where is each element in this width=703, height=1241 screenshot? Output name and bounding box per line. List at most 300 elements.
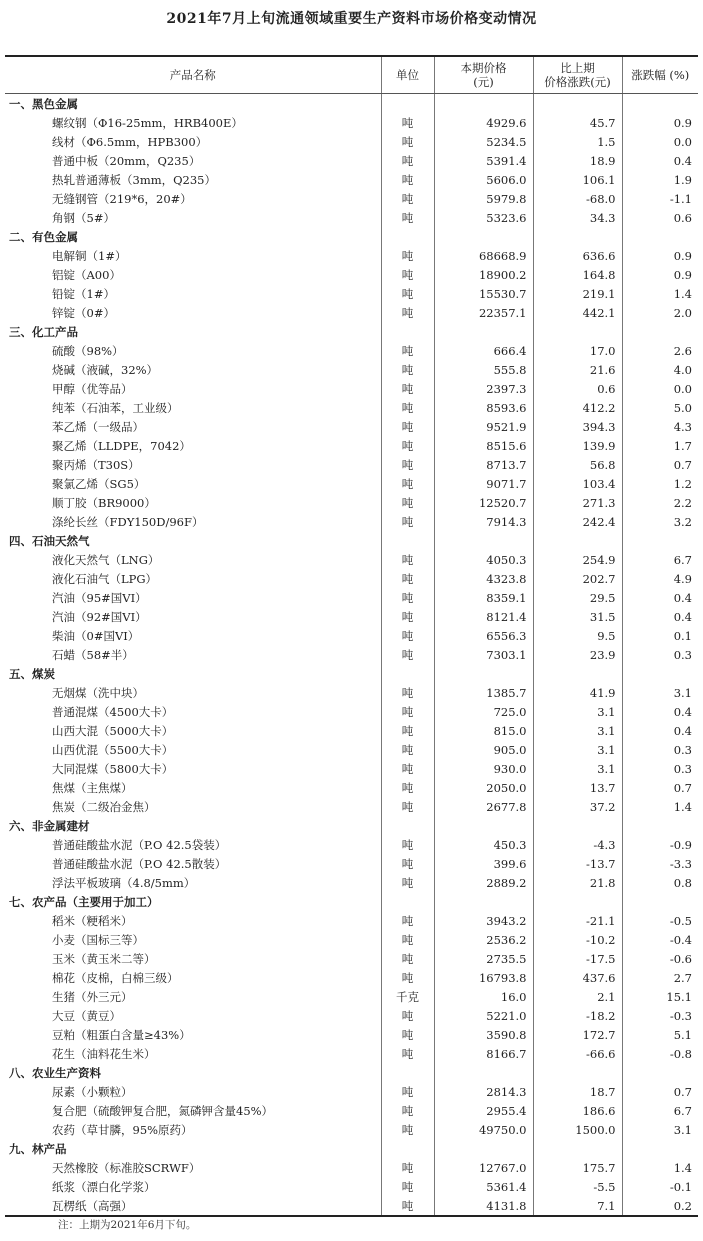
change-cell: 3.1 xyxy=(533,759,622,778)
percent-cell: 0.4 xyxy=(622,151,698,170)
price-cell: 5221.0 xyxy=(434,1006,533,1025)
percent-cell: -0.6 xyxy=(622,949,698,968)
change-cell xyxy=(533,1139,622,1158)
percent-cell: 0.9 xyxy=(622,113,698,132)
product-name: 花生（油料花生米） xyxy=(52,1046,156,1061)
percent-cell: 0.4 xyxy=(622,702,698,721)
percent-cell: 3.2 xyxy=(622,512,698,531)
change-cell xyxy=(533,322,622,341)
price-cell xyxy=(434,816,533,835)
change-cell: 412.2 xyxy=(533,398,622,417)
change-cell: 3.1 xyxy=(533,721,622,740)
product-name: 涤纶长丝（FDY150D/96F） xyxy=(52,514,204,529)
table-row xyxy=(5,550,698,569)
unit-cell xyxy=(381,892,434,911)
unit-cell: 吨 xyxy=(381,1120,434,1139)
percent-cell xyxy=(622,1139,698,1158)
percent-cell: 15.1 xyxy=(622,987,698,1006)
unit-cell: 吨 xyxy=(381,493,434,512)
price-cell: 1385.7 xyxy=(434,683,533,702)
change-cell xyxy=(533,816,622,835)
table-row xyxy=(5,759,698,778)
price-cell: 2397.3 xyxy=(434,379,533,398)
unit-cell: 吨 xyxy=(381,873,434,892)
unit-cell: 吨 xyxy=(381,683,434,702)
header-product-name: 产品名称 xyxy=(5,56,381,94)
unit-cell: 吨 xyxy=(381,151,434,170)
percent-cell: 0.4 xyxy=(622,721,698,740)
change-cell: 45.7 xyxy=(533,113,622,132)
percent-cell: 1.4 xyxy=(622,1158,698,1177)
table-row xyxy=(5,911,698,930)
product-name: 螺纹钢（Φ16-25mm，HRB400E） xyxy=(52,115,243,130)
table-row xyxy=(5,189,698,208)
unit-cell: 吨 xyxy=(381,113,434,132)
unit-cell: 吨 xyxy=(381,1101,434,1120)
product-name: 无缝钢管（219*6，20#） xyxy=(52,191,192,206)
product-name: 豆粕（粗蛋白含量≥43%） xyxy=(52,1027,191,1042)
change-cell xyxy=(533,664,622,683)
change-cell: 56.8 xyxy=(533,455,622,474)
unit-cell: 吨 xyxy=(381,208,434,227)
price-cell: 5606.0 xyxy=(434,170,533,189)
category-name: 五、煤炭 xyxy=(9,666,55,681)
change-cell: 17.0 xyxy=(533,341,622,360)
category-name: 六、非金属建材 xyxy=(9,818,90,833)
percent-cell: -0.3 xyxy=(622,1006,698,1025)
change-cell: -4.3 xyxy=(533,835,622,854)
unit-cell: 吨 xyxy=(381,455,434,474)
unit-cell xyxy=(381,1063,434,1082)
price-cell: 9071.7 xyxy=(434,474,533,493)
change-cell xyxy=(533,94,622,114)
price-cell: 5391.4 xyxy=(434,151,533,170)
table-row xyxy=(5,208,698,227)
table-row xyxy=(5,588,698,607)
price-cell: 15530.7 xyxy=(434,284,533,303)
product-name: 焦炭（二级冶金焦） xyxy=(52,799,156,814)
percent-cell: 0.9 xyxy=(622,246,698,265)
table-row xyxy=(5,569,698,588)
change-cell xyxy=(533,892,622,911)
unit-cell xyxy=(381,322,434,341)
price-cell: 2955.4 xyxy=(434,1101,533,1120)
unit-cell: 吨 xyxy=(381,1006,434,1025)
product-name: 普通中板（20mm，Q235） xyxy=(52,153,201,168)
price-cell xyxy=(434,892,533,911)
change-cell: 18.7 xyxy=(533,1082,622,1101)
table-row xyxy=(5,930,698,949)
table-row xyxy=(5,854,698,873)
table-row xyxy=(5,474,698,493)
percent-cell xyxy=(622,227,698,246)
table-row xyxy=(5,797,698,816)
change-cell: 21.8 xyxy=(533,873,622,892)
page-title: 2021年7月上旬流通领域重要生产资料市场价格变动情况 xyxy=(166,11,537,27)
price-cell: 12767.0 xyxy=(434,1158,533,1177)
product-name: 普通混煤（4500大卡） xyxy=(52,704,174,719)
table-row xyxy=(5,436,698,455)
table-row xyxy=(5,1025,698,1044)
percent-cell: 2.0 xyxy=(622,303,698,322)
change-cell: 7.1 xyxy=(533,1196,622,1216)
price-cell: 725.0 xyxy=(434,702,533,721)
table-row xyxy=(5,1006,698,1025)
table-row xyxy=(5,360,698,379)
product-name: 纯苯（石油苯，工业级） xyxy=(52,400,179,415)
percent-cell: 4.9 xyxy=(622,569,698,588)
unit-cell: 吨 xyxy=(381,949,434,968)
unit-cell: 吨 xyxy=(381,398,434,417)
unit-cell: 吨 xyxy=(381,189,434,208)
product-name: 铝锭（A00） xyxy=(52,267,121,282)
product-name: 浮法平板玻璃（4.8/5mm） xyxy=(52,875,196,890)
table-row xyxy=(5,113,698,132)
percent-cell xyxy=(622,892,698,911)
change-cell: 34.3 xyxy=(533,208,622,227)
change-cell: 106.1 xyxy=(533,170,622,189)
unit-cell: 吨 xyxy=(381,930,434,949)
table-row xyxy=(5,1082,698,1101)
table-header-row xyxy=(5,56,698,94)
price-cell: 16793.8 xyxy=(434,968,533,987)
price-cell: 3590.8 xyxy=(434,1025,533,1044)
table-row xyxy=(5,721,698,740)
unit-cell: 吨 xyxy=(381,550,434,569)
change-cell: 172.7 xyxy=(533,1025,622,1044)
product-name: 液化石油气（LPG） xyxy=(52,571,158,586)
product-name: 焦煤（主焦煤） xyxy=(52,780,133,795)
header-change-percent: 涨跌幅 (%) xyxy=(622,56,698,94)
table-row xyxy=(5,702,698,721)
change-cell xyxy=(533,1063,622,1082)
percent-cell: 1.9 xyxy=(622,170,698,189)
price-cell xyxy=(434,227,533,246)
unit-cell xyxy=(381,227,434,246)
change-cell: 175.7 xyxy=(533,1158,622,1177)
product-name: 聚氯乙烯（SG5） xyxy=(52,476,146,491)
product-name: 液化天然气（LNG） xyxy=(52,552,160,567)
unit-cell: 吨 xyxy=(381,607,434,626)
category-row xyxy=(5,531,698,550)
unit-cell: 吨 xyxy=(381,1025,434,1044)
category-row xyxy=(5,94,698,114)
unit-cell: 吨 xyxy=(381,797,434,816)
table-row xyxy=(5,493,698,512)
change-cell: -17.5 xyxy=(533,949,622,968)
table-row xyxy=(5,1044,698,1063)
change-cell: 394.3 xyxy=(533,417,622,436)
percent-cell: 2.7 xyxy=(622,968,698,987)
price-cell: 7303.1 xyxy=(434,645,533,664)
change-cell: 0.6 xyxy=(533,379,622,398)
price-cell: 12520.7 xyxy=(434,493,533,512)
price-cell: 8515.6 xyxy=(434,436,533,455)
table-row xyxy=(5,1177,698,1196)
table-row xyxy=(5,1158,698,1177)
percent-cell: 0.4 xyxy=(622,607,698,626)
table-row xyxy=(5,626,698,645)
table-row xyxy=(5,873,698,892)
product-name: 烧碱（液碱，32%） xyxy=(52,362,159,377)
category-row xyxy=(5,664,698,683)
change-cell: 254.9 xyxy=(533,550,622,569)
price-cell: 49750.0 xyxy=(434,1120,533,1139)
change-cell: 437.6 xyxy=(533,968,622,987)
price-cell: 2889.2 xyxy=(434,873,533,892)
percent-cell: 1.4 xyxy=(622,284,698,303)
product-name: 农药（草甘膦，95%原药） xyxy=(52,1122,193,1137)
price-cell: 5979.8 xyxy=(434,189,533,208)
percent-cell: 2.6 xyxy=(622,341,698,360)
category-name: 二、有色金属 xyxy=(9,229,78,244)
table-row xyxy=(5,645,698,664)
price-cell: 2536.2 xyxy=(434,930,533,949)
percent-cell: 6.7 xyxy=(622,1101,698,1120)
product-name: 顺丁胶（BR9000） xyxy=(52,495,156,510)
percent-cell: 0.3 xyxy=(622,740,698,759)
percent-cell: 4.3 xyxy=(622,417,698,436)
change-cell: 13.7 xyxy=(533,778,622,797)
change-cell: 164.8 xyxy=(533,265,622,284)
unit-cell: 吨 xyxy=(381,759,434,778)
price-cell: 2050.0 xyxy=(434,778,533,797)
change-cell xyxy=(533,531,622,550)
change-cell: -68.0 xyxy=(533,189,622,208)
product-name: 汽油（95#国VI） xyxy=(52,590,147,605)
price-cell xyxy=(434,1139,533,1158)
change-cell: -10.2 xyxy=(533,930,622,949)
unit-cell: 吨 xyxy=(381,474,434,493)
percent-cell: 0.7 xyxy=(622,778,698,797)
category-name: 七、农产品（主要用于加工） xyxy=(9,894,159,909)
product-name: 柴油（0#国VI） xyxy=(52,628,140,643)
product-name: 聚乙烯（LLDPE，7042） xyxy=(52,438,191,453)
product-name: 生猪（外三元） xyxy=(52,989,133,1004)
product-name: 角钢（5#） xyxy=(52,210,115,225)
table-row xyxy=(5,398,698,417)
table-row xyxy=(5,341,698,360)
category-row xyxy=(5,1063,698,1082)
unit-cell: 吨 xyxy=(381,360,434,379)
price-cell xyxy=(434,531,533,550)
category-name: 九、林产品 xyxy=(9,1141,67,1156)
product-name: 无烟煤（洗中块） xyxy=(52,685,144,700)
product-name: 山西优混（5500大卡） xyxy=(52,742,174,757)
change-cell: 219.1 xyxy=(533,284,622,303)
change-cell: 3.1 xyxy=(533,702,622,721)
price-cell: 3943.2 xyxy=(434,911,533,930)
percent-cell xyxy=(622,1063,698,1082)
price-cell: 4050.3 xyxy=(434,550,533,569)
percent-cell: -3.3 xyxy=(622,854,698,873)
product-name: 汽油（92#国VI） xyxy=(52,609,147,624)
change-cell: 202.7 xyxy=(533,569,622,588)
category-row xyxy=(5,892,698,911)
product-name: 普通硅酸盐水泥（P.O 42.5散装） xyxy=(52,856,227,871)
unit-cell: 吨 xyxy=(381,1158,434,1177)
percent-cell xyxy=(622,664,698,683)
unit-cell: 吨 xyxy=(381,835,434,854)
category-row xyxy=(5,227,698,246)
unit-cell: 吨 xyxy=(381,132,434,151)
category-name: 一、黑色金属 xyxy=(9,96,78,111)
price-cell xyxy=(434,1063,533,1082)
unit-cell: 吨 xyxy=(381,569,434,588)
table-body xyxy=(5,94,698,1217)
percent-cell: -0.8 xyxy=(622,1044,698,1063)
unit-cell: 吨 xyxy=(381,303,434,322)
unit-cell: 吨 xyxy=(381,436,434,455)
footnote: 注：上期为2021年6月下旬。 xyxy=(58,1219,197,1231)
table-row xyxy=(5,170,698,189)
price-cell: 6556.3 xyxy=(434,626,533,645)
price-cell: 8593.6 xyxy=(434,398,533,417)
change-cell: 18.9 xyxy=(533,151,622,170)
change-cell: 2.1 xyxy=(533,987,622,1006)
table-row xyxy=(5,968,698,987)
unit-cell: 吨 xyxy=(381,417,434,436)
product-name: 苯乙烯（一级品） xyxy=(52,419,144,434)
unit-cell: 吨 xyxy=(381,740,434,759)
table-row xyxy=(5,683,698,702)
price-cell: 7914.3 xyxy=(434,512,533,531)
percent-cell: -0.5 xyxy=(622,911,698,930)
percent-cell: 5.1 xyxy=(622,1025,698,1044)
change-cell: -5.5 xyxy=(533,1177,622,1196)
price-cell: 450.3 xyxy=(434,835,533,854)
category-name: 四、石油天然气 xyxy=(9,533,90,548)
unit-cell: 吨 xyxy=(381,1044,434,1063)
percent-cell: 0.0 xyxy=(622,379,698,398)
price-cell: 905.0 xyxy=(434,740,533,759)
change-cell: 242.4 xyxy=(533,512,622,531)
table-row xyxy=(5,949,698,968)
price-cell xyxy=(434,94,533,114)
header-unit: 单位 xyxy=(381,56,434,94)
change-cell: -21.1 xyxy=(533,911,622,930)
percent-cell xyxy=(622,322,698,341)
product-name: 大同混煤（5800大卡） xyxy=(52,761,174,776)
percent-cell: 4.0 xyxy=(622,360,698,379)
change-cell: 31.5 xyxy=(533,607,622,626)
unit-cell xyxy=(381,816,434,835)
percent-cell: 5.0 xyxy=(622,398,698,417)
unit-cell: 吨 xyxy=(381,512,434,531)
table-row xyxy=(5,417,698,436)
unit-cell: 吨 xyxy=(381,778,434,797)
percent-cell: 0.1 xyxy=(622,626,698,645)
change-cell: 29.5 xyxy=(533,588,622,607)
price-cell: 8359.1 xyxy=(434,588,533,607)
change-cell: 9.5 xyxy=(533,626,622,645)
unit-cell: 千克 xyxy=(381,987,434,1006)
price-cell: 8713.7 xyxy=(434,455,533,474)
header-price-change: 比上期 价格涨跌(元) xyxy=(533,56,622,94)
percent-cell: 1.2 xyxy=(622,474,698,493)
percent-cell: 0.8 xyxy=(622,873,698,892)
unit-cell: 吨 xyxy=(381,341,434,360)
table-row xyxy=(5,607,698,626)
unit-cell xyxy=(381,1139,434,1158)
price-cell: 16.0 xyxy=(434,987,533,1006)
table-row xyxy=(5,987,698,1006)
change-cell: 41.9 xyxy=(533,683,622,702)
change-cell: 636.6 xyxy=(533,246,622,265)
change-cell: 442.1 xyxy=(533,303,622,322)
product-name: 硫酸（98%） xyxy=(52,343,124,358)
table-row xyxy=(5,1196,698,1216)
price-table xyxy=(5,55,698,1217)
unit-cell: 吨 xyxy=(381,265,434,284)
price-cell: 22357.1 xyxy=(434,303,533,322)
table-row xyxy=(5,1120,698,1139)
category-row xyxy=(5,1139,698,1158)
product-name: 石蜡（58#半） xyxy=(52,647,134,662)
percent-cell: 0.6 xyxy=(622,208,698,227)
product-name: 普通硅酸盐水泥（P.O 42.5袋装） xyxy=(52,837,227,852)
unit-cell: 吨 xyxy=(381,854,434,873)
table-row xyxy=(5,455,698,474)
table-row xyxy=(5,265,698,284)
percent-cell: 0.0 xyxy=(622,132,698,151)
product-name: 线材（Φ6.5mm，HPB300） xyxy=(52,134,208,149)
unit-cell xyxy=(381,94,434,114)
unit-cell: 吨 xyxy=(381,911,434,930)
unit-cell xyxy=(381,664,434,683)
price-cell: 815.0 xyxy=(434,721,533,740)
percent-cell: 0.7 xyxy=(622,455,698,474)
product-name: 山西大混（5000大卡） xyxy=(52,723,174,738)
change-cell xyxy=(533,227,622,246)
price-cell xyxy=(434,664,533,683)
category-name: 三、化工产品 xyxy=(9,324,78,339)
price-cell: 555.8 xyxy=(434,360,533,379)
percent-cell: 0.3 xyxy=(622,759,698,778)
table-row xyxy=(5,246,698,265)
percent-cell: 3.1 xyxy=(622,1120,698,1139)
price-cell: 68668.9 xyxy=(434,246,533,265)
price-cell: 399.6 xyxy=(434,854,533,873)
price-cell: 930.0 xyxy=(434,759,533,778)
product-name: 铅锭（1#） xyxy=(52,286,115,301)
change-cell: 21.6 xyxy=(533,360,622,379)
percent-cell: -0.1 xyxy=(622,1177,698,1196)
unit-cell: 吨 xyxy=(381,1196,434,1216)
category-row xyxy=(5,816,698,835)
unit-cell: 吨 xyxy=(381,170,434,189)
table-row xyxy=(5,512,698,531)
unit-cell: 吨 xyxy=(381,1082,434,1101)
price-cell: 666.4 xyxy=(434,341,533,360)
product-name: 复合肥（硫酸钾复合肥，氮磷钾含量45%） xyxy=(52,1103,274,1118)
change-cell: 271.3 xyxy=(533,493,622,512)
price-cell: 8121.4 xyxy=(434,607,533,626)
percent-cell: 3.1 xyxy=(622,683,698,702)
table-row xyxy=(5,835,698,854)
table-row xyxy=(5,778,698,797)
change-cell: -18.2 xyxy=(533,1006,622,1025)
percent-cell: 0.3 xyxy=(622,645,698,664)
product-name: 纸浆（漂白化学浆） xyxy=(52,1179,156,1194)
change-cell: 1.5 xyxy=(533,132,622,151)
percent-cell: -1.1 xyxy=(622,189,698,208)
product-name: 热轧普通薄板（3mm，Q235） xyxy=(52,172,217,187)
price-cell: 4323.8 xyxy=(434,569,533,588)
unit-cell: 吨 xyxy=(381,645,434,664)
percent-cell: 0.4 xyxy=(622,588,698,607)
unit-cell: 吨 xyxy=(381,246,434,265)
